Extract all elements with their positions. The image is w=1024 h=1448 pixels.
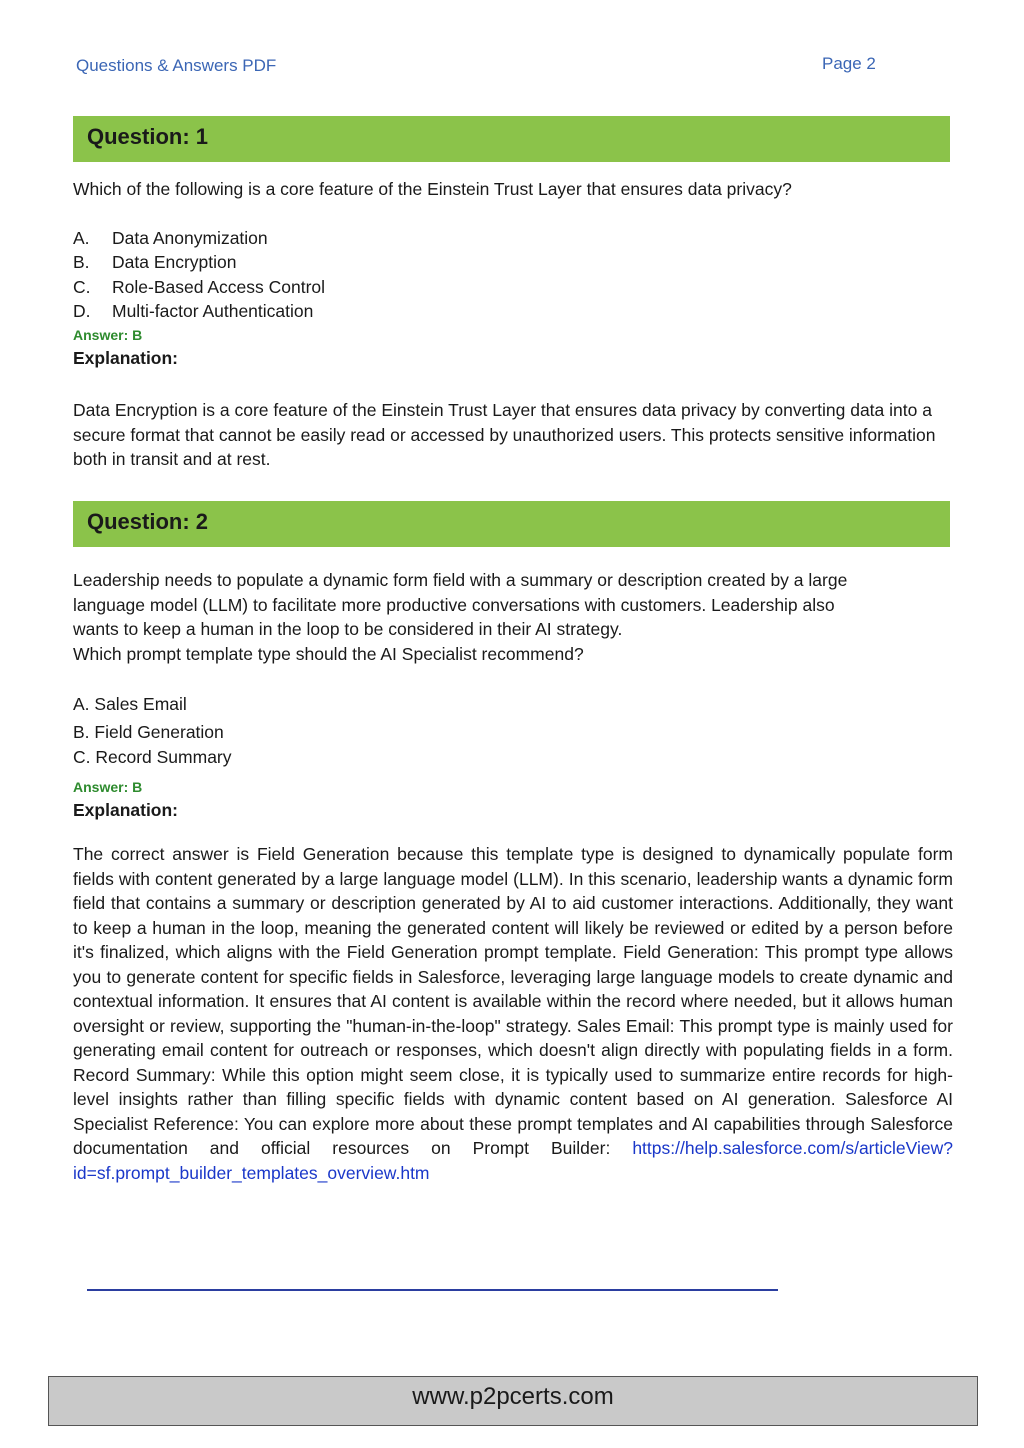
question-2-heading: Question: 2 (87, 509, 209, 534)
option-letter: B. (73, 252, 90, 272)
question-1-heading: Question: 1 (87, 124, 209, 149)
question-2-prompt-line: Leadership needs to populate a dynamic form field with a summary or description created by a large (73, 570, 848, 590)
page-number: Page 2 (822, 54, 876, 73)
option-letter: A. (73, 228, 90, 248)
question-1-prompt: Which of the following is a core feature of the Einstein Trust Layer that ensures data privacy? (73, 179, 792, 199)
document-header-title: Questions & Answers PDF (76, 56, 277, 75)
option-text: Data Encryption (112, 252, 237, 272)
reference-link[interactable]: https://help.salesforce.com/s/articleView?id=sf.prompt_builder_templates_overview.htm (73, 1138, 953, 1183)
question-2-explanation-heading: Explanation: (73, 800, 179, 820)
question-2-answer: Answer: B (73, 779, 143, 795)
question-1-option-b (73, 250, 237, 275)
footer-site[interactable]: www.p2pcerts.com (412, 1383, 614, 1410)
footer-divider (87, 1289, 778, 1291)
question-2-option-c: C. Record Summary (73, 747, 232, 767)
question-2-option-a: A. Sales Email (73, 694, 187, 714)
question-1-explanation: Data Encryption is a core feature of the Einstein Trust Layer that ensures data privacy by converting data into a secure format that cannot be easily read or accessed by unauthorized users. This protects sensitive information both in transit and at rest. (73, 400, 936, 469)
footer-bar (48, 1376, 978, 1426)
option-text: Data Anonymization (112, 228, 268, 248)
question-2-prompt (73, 568, 847, 666)
question-2-option-b: B. Field Generation (73, 722, 224, 742)
question-1-option-c (73, 275, 325, 300)
question-1-option-a (73, 226, 268, 251)
option-letter: D. (73, 301, 91, 321)
option-text: Multi-factor Authentication (112, 301, 314, 321)
question-2-explanation-text: The correct answer is Field Generation because this template type is designed to dynamically populate form fields with content generated by a large language model (LLM). In this scenario, leadership wants a dynamic form field that contains a summary or description generated by AI to aid customer interactions. Additionally, they want to keep a human in the loop, meaning the generated content will likely be reviewed or edited by a person before it's finalized, which aligns with the Field Generation prompt template. Field Generation: This prompt type allows you to generate content for specific fields in Salesforce, leveraging large language models to create dynamic and contextual information. It ensures that AI content is available within the record where needed, but it allows human oversight or review, supporting the "human-in-the-loop" strategy. Sales Email: This prompt type is mainly used for generating email content for outreach or responses, which doesn't align directly with populating fields in a form. Record Summary: While this option might seem close, it is typically used to summarize entire records for high-level insights rather than filling specific fields with dynamic content based on AI generation. Salesforce AI Specialist Reference: You can explore more about these prompt templates and AI capabilities through Salesforce documentation and official resources on Prompt Builder: (73, 844, 953, 1158)
question-2-prompt-line: language model (LLM) to facilitate more productive conversations with customers. Leadership also (73, 594, 835, 615)
question-2-prompt-line: wants to keep a human in the loop to be considered in their AI strategy. (73, 619, 623, 639)
question-2-heading-bar (73, 501, 950, 547)
question-1-explanation-heading: Explanation: (73, 348, 179, 368)
option-letter: C. (73, 277, 91, 297)
question-2-prompt-line: Which prompt template type should the AI Specialist recommend? (73, 643, 584, 664)
question-2-explanation (73, 842, 953, 1185)
option-text: Role-Based Access Control (112, 277, 326, 297)
question-1-option-d (73, 299, 313, 324)
question-1-heading-bar (73, 116, 950, 162)
question-1-answer: Answer: B (73, 327, 143, 343)
